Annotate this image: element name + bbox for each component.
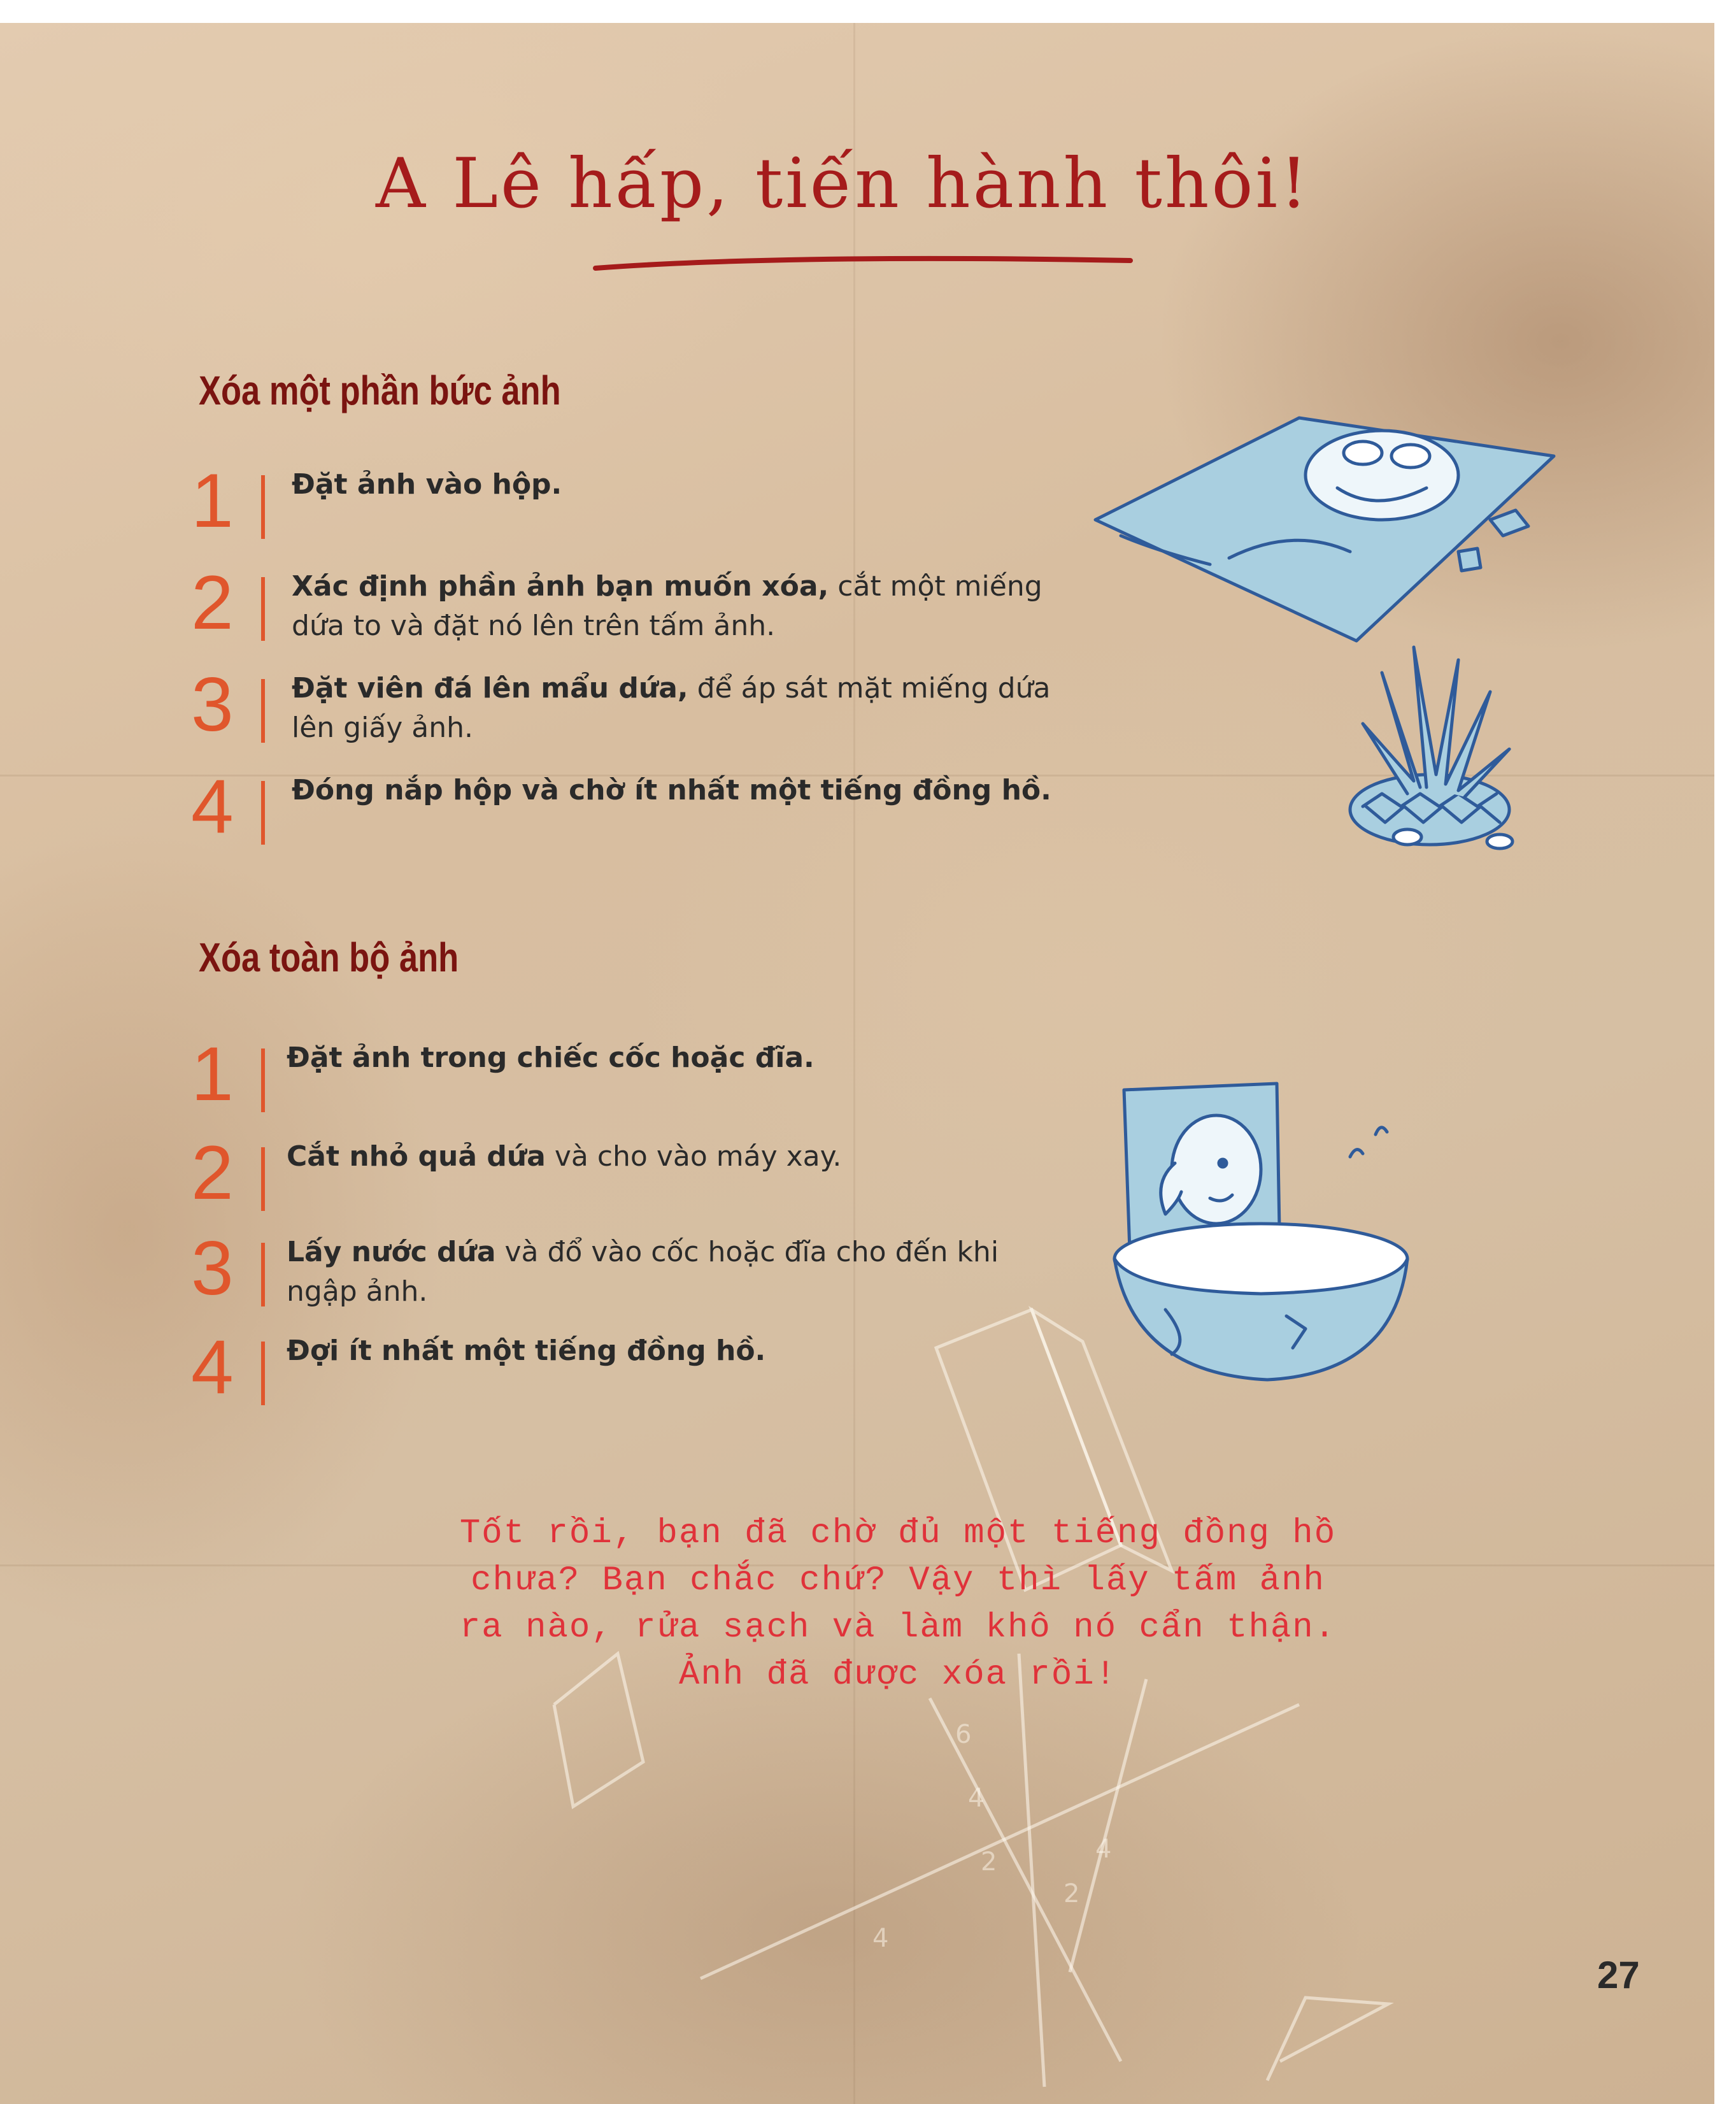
step-item <box>191 764 1095 857</box>
step-text: Đặt ảnh trong chiếc cốc hoặc đĩa. <box>287 1041 815 1074</box>
step-divider <box>261 577 265 641</box>
step-text: Đợi ít nhất một tiếng đồng hồ. <box>287 1335 766 1367</box>
page-title: A Lê hấp, tiến hành thôi! <box>376 144 1311 224</box>
step-text: Đặt viên đá lên mẩu dứa, để áp sát mặt miếng dứa lên giấy ảnh. <box>292 672 1051 744</box>
step-item <box>191 1226 1095 1319</box>
svg-text:4: 4 <box>968 1784 985 1813</box>
step-text: Đóng nắp hộp và chờ ít nhất một tiếng đồng hồ. <box>292 774 1051 806</box>
step-text: Đặt ảnh vào hộp. <box>292 468 562 501</box>
photo-in-bowl-illustration <box>1095 1074 1452 1418</box>
step-item <box>191 1031 1095 1125</box>
page-number: 27 <box>1597 1954 1640 1996</box>
closing-note: Tốt rồi, bạn đã chờ đủ một tiếng đồng hồ chưa? Bạn chắc chứ? Vậy thì lấy tấm ảnh ra nào, rửa sạch và làm khô nó cẩn thận. Ảnh đã được xóa rồi! <box>459 1514 1337 1694</box>
svg-text:2: 2 <box>981 1847 997 1877</box>
section-heading-full-erase: Xóa toàn bộ ảnh <box>199 934 459 980</box>
svg-text:6: 6 <box>955 1720 972 1749</box>
step-item <box>191 662 1095 755</box>
photo-under-pineapple-illustration <box>1083 392 1611 877</box>
step-divider <box>261 781 265 845</box>
step-number: 3 <box>191 662 234 747</box>
step-number: 3 <box>191 1226 234 1311</box>
step-item <box>191 458 1095 552</box>
title-underline <box>592 249 1134 275</box>
step-divider <box>261 1342 265 1405</box>
svg-text:2: 2 <box>1064 1879 1080 1908</box>
step-number: 1 <box>191 1031 234 1117</box>
step-item <box>191 1130 1095 1224</box>
step-divider <box>261 679 265 743</box>
svg-text:4: 4 <box>1095 1835 1112 1864</box>
step-number: 1 <box>191 458 234 543</box>
step-text: Cắt nhỏ quả dứa và cho vào máy xay. <box>287 1140 842 1173</box>
svg-text:4: 4 <box>872 1924 889 1953</box>
step-text: Lấy nước dứa và đổ vào cốc hoặc đĩa cho đến khi ngập ảnh. <box>287 1236 999 1308</box>
step-divider <box>261 1147 265 1211</box>
step-item <box>191 560 1095 654</box>
step-divider <box>261 1243 265 1306</box>
step-number: 2 <box>191 560 234 645</box>
step-item <box>191 1324 1095 1418</box>
step-number: 2 <box>191 1130 234 1215</box>
step-number: 4 <box>191 1324 234 1410</box>
step-divider <box>261 475 265 539</box>
book-page <box>0 23 1714 2104</box>
step-number: 4 <box>191 764 234 849</box>
step-divider <box>261 1048 265 1112</box>
step-text: Xác định phần ảnh bạn muốn xóa, cắt một miếng dứa to và đặt nó lên trên tấm ảnh. <box>292 570 1042 642</box>
section-heading-partial-erase: Xóa một phần bức ảnh <box>199 368 561 413</box>
